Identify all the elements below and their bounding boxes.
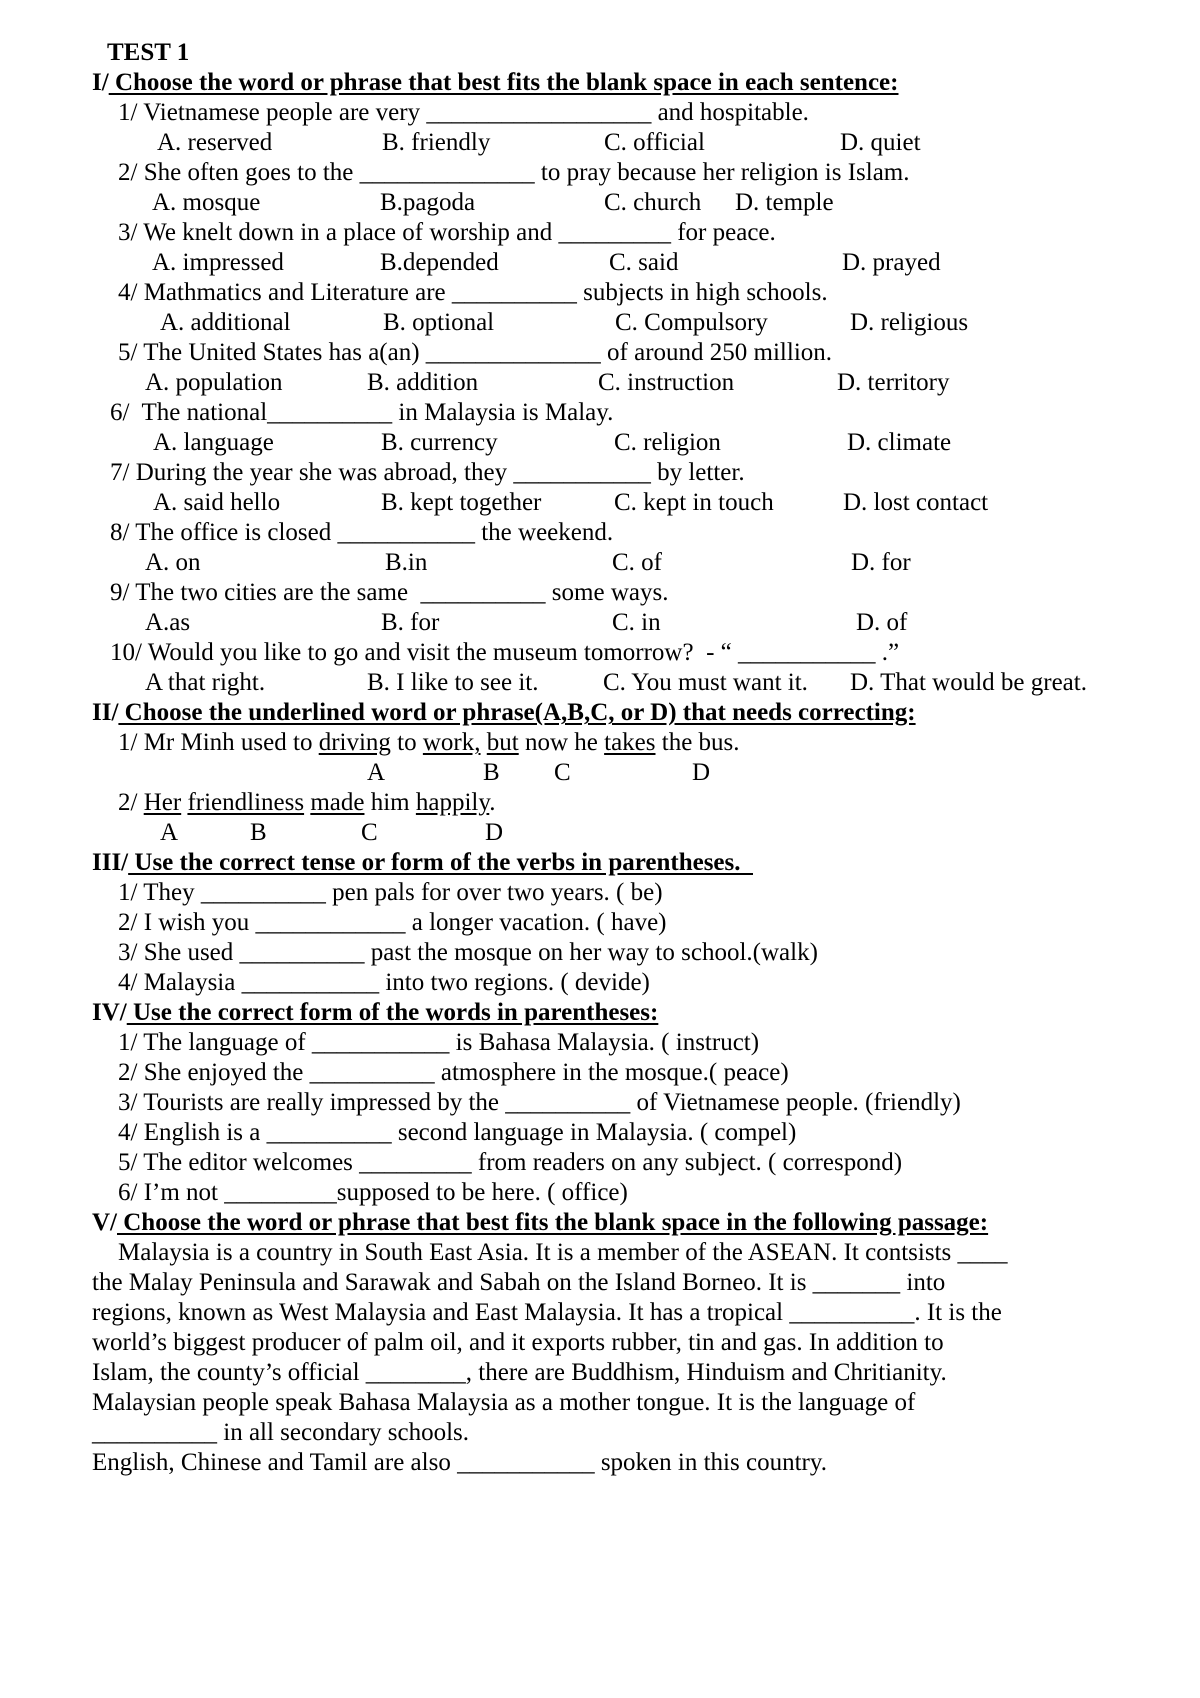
question-1-8-stem: 8/ The office is closed ___________ the weekend. [110, 519, 614, 546]
q1-7-option-d: D. lost contact [843, 489, 989, 516]
q1-7-option-b: B. kept together [381, 489, 542, 516]
question-3-3: 3/ She used __________ past the mosque on her way to school.(walk) [118, 939, 818, 966]
section-5-heading: V/ Choose the word or phrase that best fits the blank space in the following passage: [92, 1209, 989, 1236]
q1-3-option-c: C. said [609, 249, 679, 276]
question-4-2: 2/ She enjoyed the __________ atmosphere in the mosque.( peace) [118, 1059, 789, 1086]
q2-2-part-c: made [310, 789, 365, 816]
question-3-2: 2/ I wish you ____________ a longer vacation. ( have) [118, 909, 667, 936]
q1-7-option-c: C. kept in touch [614, 489, 774, 516]
q1-8-option-b: B.in [385, 549, 428, 576]
passage-line-5: Islam, the county’s official ________, there are Buddhism, Hinduism and Chritianity. [92, 1359, 947, 1386]
question-1-2-stem: 2/ She often goes to the ______________ to pray because her religion is Islam. [118, 159, 910, 186]
q1-4-option-d: D. religious [850, 309, 969, 336]
q1-5-option-c: C. instruction [598, 369, 735, 396]
q1-1-option-a: A. reserved [157, 129, 273, 156]
q1-8-option-a: A. on [145, 549, 201, 576]
question-2-1: 1/ Mr Minh used to driving to work, but now he takes the bus. [118, 729, 740, 756]
q1-4-option-c: C. Compulsory [615, 309, 768, 336]
q1-10-option-d: D. That would be great. [850, 669, 1087, 696]
q1-5-option-d: D. territory [837, 369, 950, 396]
q1-6-option-c: C. religion [614, 429, 721, 456]
question-4-6: 6/ I’m not _________supposed to be here. ( office) [118, 1179, 628, 1206]
test-title: TEST 1 [107, 39, 190, 66]
question-3-1: 1/ They __________ pen pals for over two years. ( be) [118, 879, 663, 906]
passage-line-4: world’s biggest producer of palm oil, and it exports rubber, tin and gas. In addition to [92, 1329, 944, 1356]
q1-10-option-a: A that right. [145, 669, 266, 696]
q1-3-option-b: B.depended [380, 249, 499, 276]
q2-1-part-c: but [486, 729, 519, 756]
question-4-3: 3/ Tourists are really impressed by the __________ of Vietnamese people. (friendly) [118, 1089, 961, 1116]
q1-6-option-d: D. climate [847, 429, 952, 456]
section-1-heading: I/ Choose the word or phrase that best fits the blank space in each sentence: [92, 69, 899, 96]
question-1-1-stem: 1/ Vietnamese people are very __________________ and hospitable. [118, 99, 809, 126]
question-1-6-stem: 6/ The national__________ in Malaysia is Malay. [110, 399, 614, 426]
q1-2-option-a: A. mosque [152, 189, 261, 216]
question-2-2: 2/ Her friendliness made him happily. [118, 789, 496, 816]
question-1-5-stem: 5/ The United States has a(an) ______________ of around 250 million. [118, 339, 833, 366]
q2-2-letter-d: D [485, 819, 504, 846]
q1-5-option-a: A. population [145, 369, 283, 396]
q1-1-option-b: B. friendly [382, 129, 491, 156]
q2-2-part-b: friendliness [187, 789, 305, 816]
q1-3-option-d: D. prayed [842, 249, 941, 276]
section-2-heading: II/ Choose the underlined word or phrase(A,B,C, or D) that needs correcting: [92, 699, 916, 726]
question-4-1: 1/ The language of ___________ is Bahasa Malaysia. ( instruct) [118, 1029, 760, 1056]
passage-line-2: the Malay Peninsula and Sarawak and Sabah on the Island Borneo. It is _______ into [92, 1269, 946, 1296]
q2-1-letter-a: A [367, 759, 386, 786]
q1-1-option-c: C. official [604, 129, 705, 156]
q1-7-option-a: A. said hello [153, 489, 281, 516]
q2-2-part-d: happily [415, 789, 490, 816]
q1-2-option-c: C. church [604, 189, 702, 216]
q1-6-option-b: B. currency [381, 429, 498, 456]
passage-line-7: __________ in all secondary schools. [92, 1419, 470, 1446]
q2-2-part-a: Her [143, 789, 182, 816]
question-1-7-stem: 7/ During the year she was abroad, they ___________ by letter. [110, 459, 745, 486]
question-4-5: 5/ The editor welcomes _________ from readers on any subject. ( correspond) [118, 1149, 903, 1176]
q1-6-option-a: A. language [153, 429, 274, 456]
question-1-4-stem: 4/ Mathmatics and Literature are __________ subjects in high schools. [118, 279, 828, 306]
q1-2-option-d: D. temple [735, 189, 834, 216]
q1-10-option-b: B. I like to see it. [367, 669, 539, 696]
q1-1-option-d: D. quiet [840, 129, 921, 156]
q2-2-letter-c: C [361, 819, 378, 846]
q2-1-letter-d: D [692, 759, 711, 786]
passage-line-1: Malaysia is a country in South East Asia. It is a member of the ASEAN. It contsists ____ [118, 1239, 1008, 1266]
question-1-3-stem: 3/ We knelt down in a place of worship and _________ for peace. [118, 219, 776, 246]
passage-line-6: Malaysian people speak Bahasa Malaysia as a mother tongue. It is the language of [92, 1389, 916, 1416]
q2-2-letter-b: B [250, 819, 267, 846]
q1-4-option-b: B. optional [383, 309, 495, 336]
q1-9-option-c: C. in [612, 609, 661, 636]
q1-9-option-d: D. of [856, 609, 908, 636]
question-1-9-stem: 9/ The two cities are the same __________ some ways. [110, 579, 669, 606]
q1-8-option-c: C. of [612, 549, 662, 576]
passage-line-3: regions, known as West Malaysia and East Malaysia. It has a tropical __________. It is the [92, 1299, 1002, 1326]
q1-5-option-b: B. addition [367, 369, 479, 396]
q1-4-option-a: A. additional [160, 309, 291, 336]
question-1-10-stem: 10/ Would you like to go and visit the museum tomorrow? - “ ___________ .” [110, 639, 900, 666]
q1-10-option-c: C. You must want it. [603, 669, 808, 696]
passage-line-8: English, Chinese and Tamil are also ___________ spoken in this country. [92, 1449, 827, 1476]
q1-8-option-d: D. for [851, 549, 911, 576]
q2-1-letter-b: B [483, 759, 500, 786]
q1-9-option-b: B. for [381, 609, 440, 636]
question-3-4: 4/ Malaysia ___________ into two regions. ( devide) [118, 969, 650, 996]
question-4-4: 4/ English is a __________ second language in Malaysia. ( compel) [118, 1119, 797, 1146]
q1-2-option-b: B.pagoda [380, 189, 476, 216]
q2-1-part-d: takes [604, 729, 656, 756]
q2-1-letter-c: C [554, 759, 571, 786]
q2-2-letter-a: A [160, 819, 179, 846]
q1-3-option-a: A. impressed [152, 249, 284, 276]
q2-1-part-b: work, [422, 729, 481, 756]
section-3-heading: III/ Use the correct tense or form of the verbs in parentheses. [92, 849, 753, 876]
section-4-heading: IV/ Use the correct form of the words in parentheses: [92, 999, 659, 1026]
q1-9-option-a: A.as [145, 609, 191, 636]
q2-1-part-a: driving [318, 729, 391, 756]
